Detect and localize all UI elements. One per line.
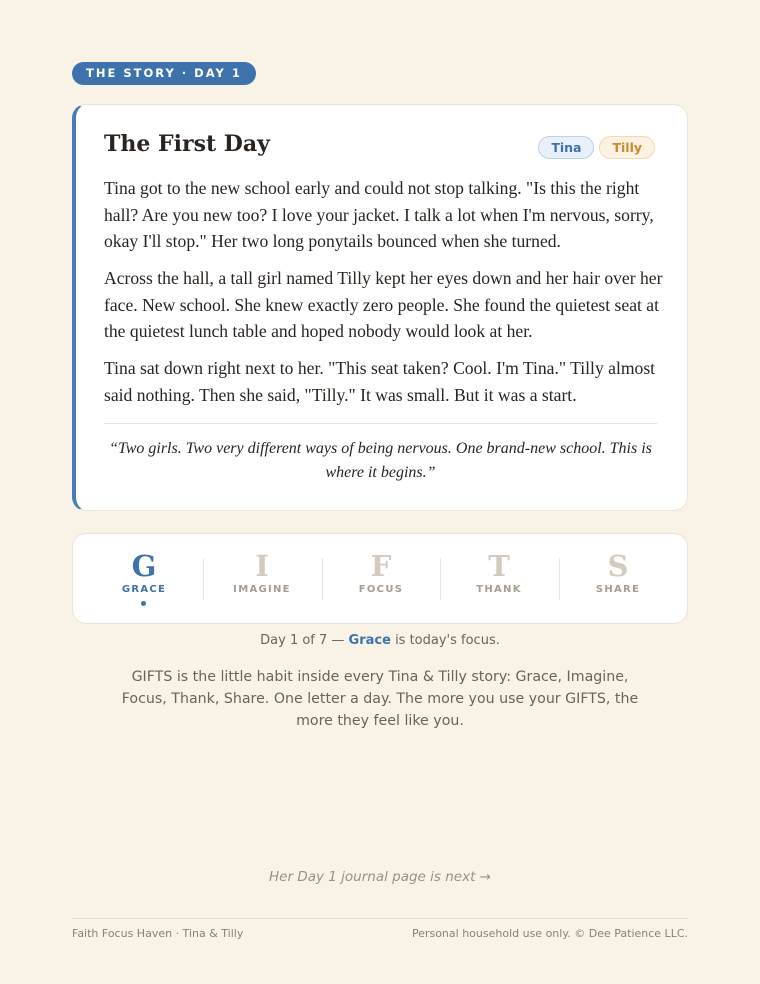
gift-share[interactable]	[559, 534, 677, 623]
gift-letter: F	[370, 549, 392, 583]
footer-copyright: Personal household use only. © Dee Patience LLC.	[411, 927, 688, 940]
day-badge: THE STORY · DAY 1	[72, 62, 256, 85]
gift-word: IMAGINE	[233, 584, 291, 595]
tag-tilly: Tilly	[599, 136, 655, 159]
gift-word: SHARE	[595, 584, 641, 595]
tag-tina: Tina	[538, 136, 594, 159]
gift-letter: I	[255, 549, 269, 583]
gift-letter: S	[607, 549, 629, 583]
gift-letter: G	[131, 549, 157, 583]
focus-word: Grace	[348, 633, 391, 648]
gift-letter: T	[488, 549, 510, 583]
gift-imagine[interactable]	[203, 534, 321, 623]
gift-word: GRACE	[121, 584, 167, 595]
gift-word: THANK	[476, 584, 522, 595]
gifts-explanation: GIFTS is the little habit inside every Tina & Tilly story: Grace, Imagine, Focus, Thank, Share. One letter a day. The more you use your GIFTS, the more they feel like you.	[121, 669, 639, 729]
story-paragraph: Tina got to the new school early and could not stop talking. "Is this the right hall? Are you new too? I love your jacket. I talk a lot when I'm nervous, sorry, okay I'll stop." Her two long ponytails bounced when she turned.	[104, 178, 654, 251]
gift-grace[interactable]	[85, 534, 203, 623]
gift-focus[interactable]	[322, 534, 440, 623]
next-page-link[interactable]: Her Day 1 journal page is next →	[269, 869, 491, 885]
day-count: Day 1 of 7 —	[260, 633, 349, 648]
story-quote: “Two girls. Two very different ways of being nervous. One brand-new school. This is where it begins.”	[109, 440, 652, 481]
gift-thank[interactable]	[440, 534, 558, 623]
story-body	[104, 175, 664, 419]
day-progress-text	[0, 633, 760, 648]
footer-divider	[72, 918, 688, 919]
focus-suffix: is today's focus.	[390, 633, 500, 648]
character-tags	[538, 136, 655, 159]
gift-word: FOCUS	[358, 584, 404, 595]
active-dot-indicator	[141, 601, 146, 606]
footer-brand: Faith Focus Haven · Tina & Tilly	[72, 927, 244, 940]
story-title: The First Day	[104, 131, 270, 157]
story-paragraph: Tina sat down right next to her. "This seat taken? Cool. I'm Tina." Tilly almost said nothing. Then she said, "Tilly." It was small. But it was a start.	[104, 358, 656, 405]
story-paragraph: Across the hall, a tall girl named Tilly kept her eyes down and her hair over her face. New school. She knew exactly zero people. She found the quietest seat at the quietest lunch table and hoped nobody would look at her.	[104, 268, 663, 341]
quote-divider	[104, 423, 657, 424]
story-card	[72, 104, 688, 511]
gifts-tracker	[72, 533, 688, 624]
